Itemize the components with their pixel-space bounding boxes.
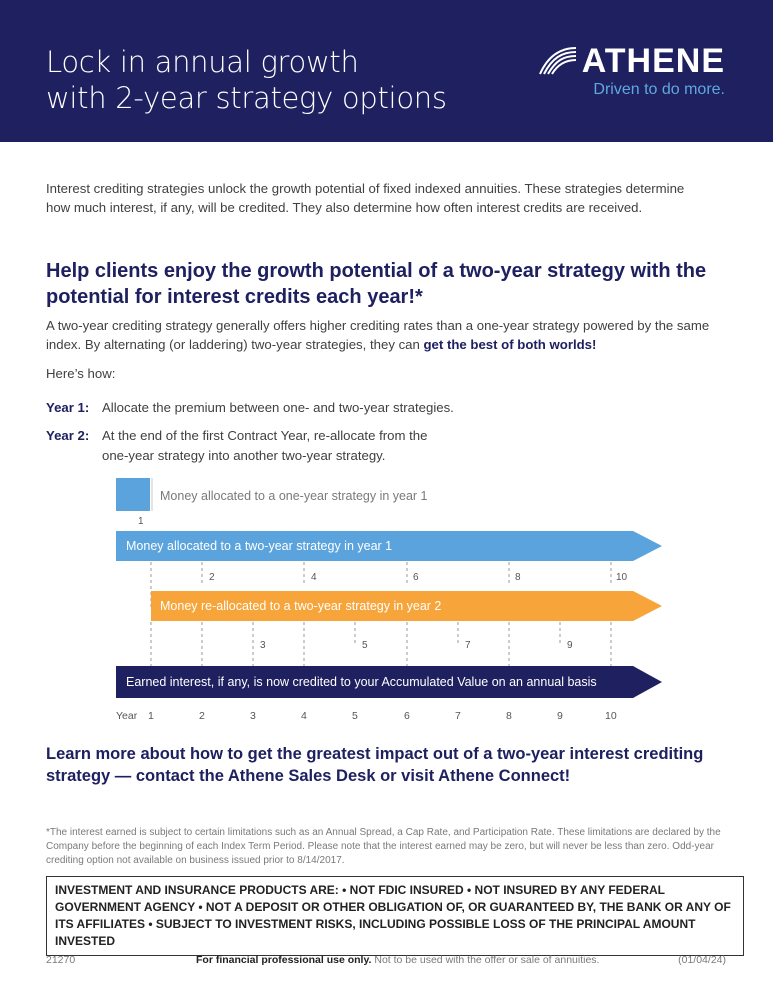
two-year-tick-label: 6	[413, 572, 419, 583]
form-number: 21270	[46, 954, 76, 966]
year-2-text: At the end of the first Contract Year, re-allocate from the one-year strategy into another two-year strategy.	[102, 428, 428, 463]
year-axis-tick: 8	[506, 710, 512, 722]
heres-how-label: Here’s how:	[46, 366, 116, 381]
year-1-text: Allocate the premium between one- and two-year strategies.	[102, 400, 454, 415]
year-axis-tick: 7	[455, 710, 461, 722]
two-year-tick-label: 10	[616, 572, 628, 583]
year-2-label: Year 2:	[46, 428, 90, 443]
one-year-block	[116, 478, 150, 511]
realloc-tick-label: 9	[567, 640, 573, 651]
year-1-label: Year 1:	[46, 400, 90, 415]
year-2-step	[46, 426, 442, 466]
title-line-2: with 2-year strategy options	[46, 81, 447, 115]
year-axis-tick: 5	[352, 710, 358, 722]
realloc-tick-label: 3	[260, 640, 266, 651]
section-heading: Help clients enjoy the growth potential of a two-year strategy with the potential for interest credits each year!*	[46, 260, 707, 308]
revision-date: (01/04/24)	[678, 954, 726, 966]
professional-use-note	[196, 954, 599, 966]
strategy-paragraph-text: A two-year crediting strategy generally offers higher crediting rates than a one-year strategy powered by the same index. By alternating (or laddering) two-year strategies, they can	[46, 318, 710, 352]
logo-brand: ATHENE	[581, 42, 725, 80]
year-axis-tick: 6	[404, 710, 410, 722]
professional-use-rest: Not to be used with the offer or sale of annuities.	[371, 954, 600, 966]
logo-tagline: Driven to do more.	[593, 81, 725, 98]
year-axis-tick: 10	[605, 710, 617, 722]
earned-interest-label: Earned interest, if any, is now credited to your Accumulated Value on an annual basis	[126, 675, 597, 689]
strategy-paragraph	[46, 317, 726, 354]
strategy-paragraph-emphasis: get the best of both worlds!	[423, 336, 597, 352]
one-year-label: Money allocated to a one-year strategy in year 1	[160, 489, 428, 503]
realloc-tick-label: 5	[362, 640, 368, 651]
laddering-diagram	[0, 470, 773, 730]
two-year-tick-label: 8	[515, 572, 521, 583]
page-title	[46, 44, 447, 116]
year-axis-tick: 2	[199, 710, 205, 722]
intro-paragraph: Interest crediting strategies unlock the growth potential of fixed indexed annuities. These strategies determine how much interest, if any, will be credited. They also determine how often interest credits are received.	[46, 181, 685, 215]
two-year-label: Money allocated to a two-year strategy in year 1	[126, 539, 393, 553]
year-1-step	[46, 398, 702, 418]
realloc-label: Money re-allocated to a two-year strategy in year 2	[160, 599, 442, 613]
realloc-tick-label: 7	[465, 640, 471, 651]
year-axis-tick: 3	[250, 710, 256, 722]
one-year-tick: 1	[138, 516, 144, 527]
two-year-tick-label: 4	[311, 572, 317, 583]
header-banner	[0, 0, 773, 142]
year-axis-tick: 4	[301, 710, 307, 722]
year-axis-tick: 1	[148, 710, 154, 722]
year-axis-label: Year	[116, 710, 138, 722]
athene-logo	[582, 44, 725, 100]
two-year-tick-label: 2	[209, 572, 215, 583]
logo-swoosh-icon	[538, 46, 578, 76]
title-line-1: Lock in annual growth	[46, 45, 359, 79]
disclaimer-box: INVESTMENT AND INSURANCE PRODUCTS ARE: • NOT FDIC INSURED • NOT INSURED BY ANY FEDERAL GOVERNMENT AGENCY • NOT A DEPOSIT OR OTHER OBLIGATION OF, OR GUARANTEED BY, THE BANK OR ANY OF ITS AFFILIATES • SUBJECT TO INVESTMENT RISKS, INCLUDING POSSIBLE LOSS OF THE PRINCIPAL AMOUNT INVESTED	[46, 876, 744, 956]
footnote: *The interest earned is subject to certain limitations such as an Annual Spread, a Cap Rate, and Participation Rate. These limitations are declared by the Company before the beginning of each Index Term Period. Please note that the interest earned may be zero, but will never be less than zero. Odd-year crediting option not available on business issued prior to 8/14/2017.	[46, 827, 721, 866]
call-to-action: Learn more about how to get the greatest impact out of a two-year interest crediting strategy — contact the Athene Sales Desk or visit Athene Connect!	[46, 745, 704, 785]
professional-use-bold: For financial professional use only.	[196, 954, 372, 966]
year-axis-tick: 9	[557, 710, 563, 722]
realloc-ticks	[151, 622, 611, 666]
